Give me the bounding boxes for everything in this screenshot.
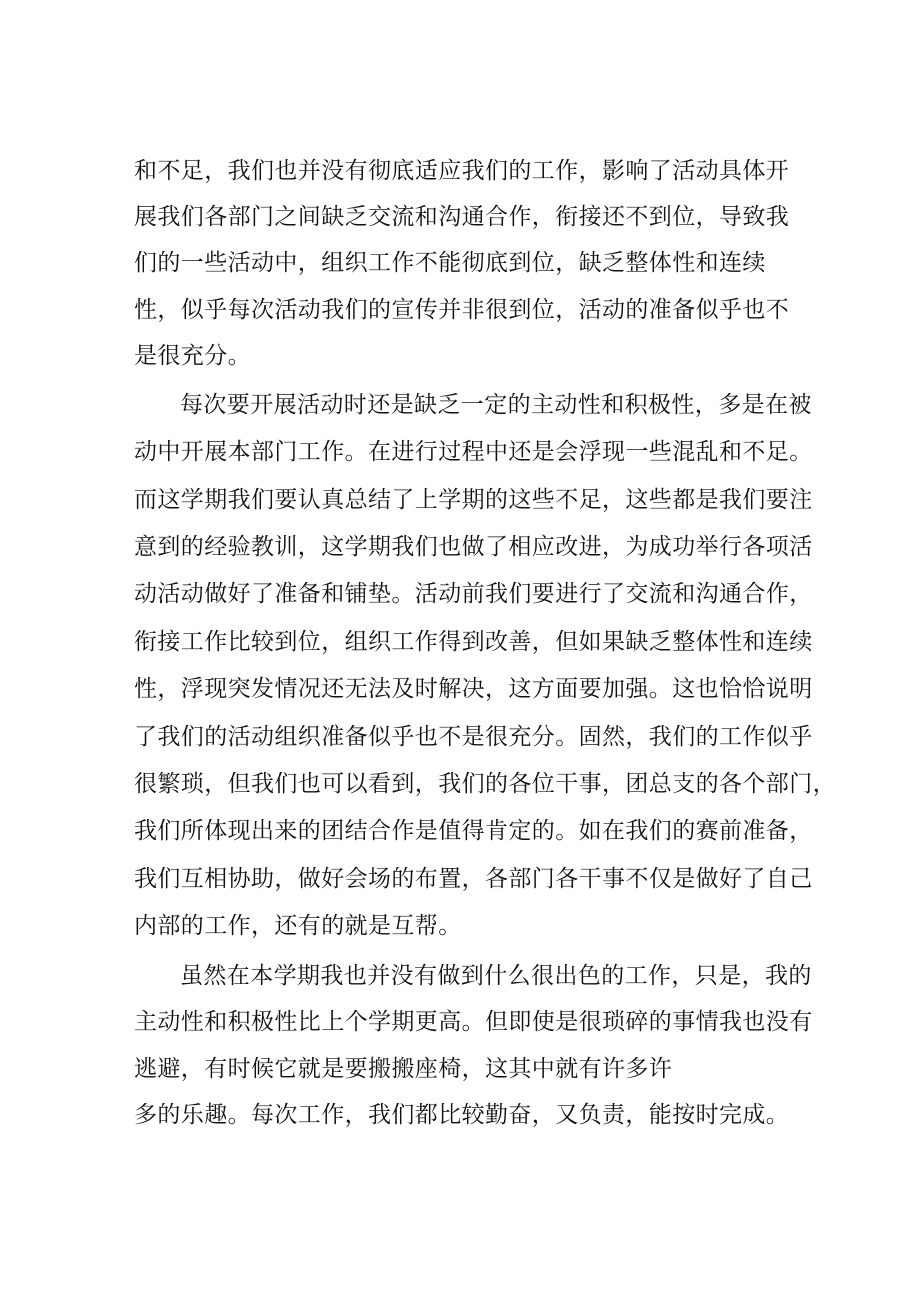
text-line: 了我们的活动组织准备似乎也不是很充分。固然，我们的工作似乎: [134, 724, 813, 750]
text-line: 每次要开展活动时还是缺乏一定的主动性和积极性，多是在被: [180, 392, 812, 418]
text-line: 展我们各部门之间缺乏交流和沟通合作，衔接还不到位，导致我: [134, 204, 790, 230]
text-line: 动活动做好了准备和铺垫。活动前我们要进行了交流和沟通合作，: [134, 581, 813, 607]
text-line: 衔接工作比较到位，组织工作得到改善，但如果缺乏整体性和连续: [134, 629, 813, 655]
text-line: 虽然在本学期我也并没有做到什么很出色的工作，只是，我的: [180, 963, 812, 989]
text-line: 而这学期我们要认真总结了上学期的这些不足，这些都是我们要注: [134, 487, 813, 513]
text-line: 逃避，有时候它就是要搬搬座椅，这其中就有许多许: [134, 1056, 673, 1082]
text-line: 性，似乎每次活动我们的宣传并非很到位，活动的准备似乎也不: [134, 297, 790, 323]
text-line: 和不足，我们也并没有彻底适应我们的工作，影响了活动具体开: [134, 158, 790, 184]
text-line: 意到的经验教训，这学期我们也做了相应改进，为成功举行各项活: [134, 534, 813, 560]
text-line: 主动性和积极性比上个学期更高。但即使是很琐碎的事情我也没有: [134, 1009, 813, 1035]
text-line: 动中开展本部门工作。在进行过程中还是会浮现一些混乱和不足。: [134, 439, 813, 465]
text-line: 多的乐趣。每次工作，我们都比较勤奋，又负责，能按时完成。: [134, 1102, 790, 1128]
text-line: 我们所体现出来的团结合作是值得肯定的。如在我们的赛前准备，: [134, 818, 813, 844]
text-line: 很繁琐，但我们也可以看到，我们的各位干事，团总支的各个部门，: [134, 771, 836, 797]
text-line: 我们互相协助，做好会场的布置，各部门各干事不仅是做好了自己: [134, 866, 813, 892]
text-line: 性，浮现突发情况还无法及时解决，这方面要加强。这也恰恰说明: [134, 676, 813, 702]
text-line: 内部的工作，还有的就是互帮。: [134, 913, 462, 939]
text-line: 们的一些活动中，组织工作不能彻底到位，缺乏整体性和连续: [134, 250, 766, 276]
text-line: 是很充分。: [134, 343, 251, 369]
